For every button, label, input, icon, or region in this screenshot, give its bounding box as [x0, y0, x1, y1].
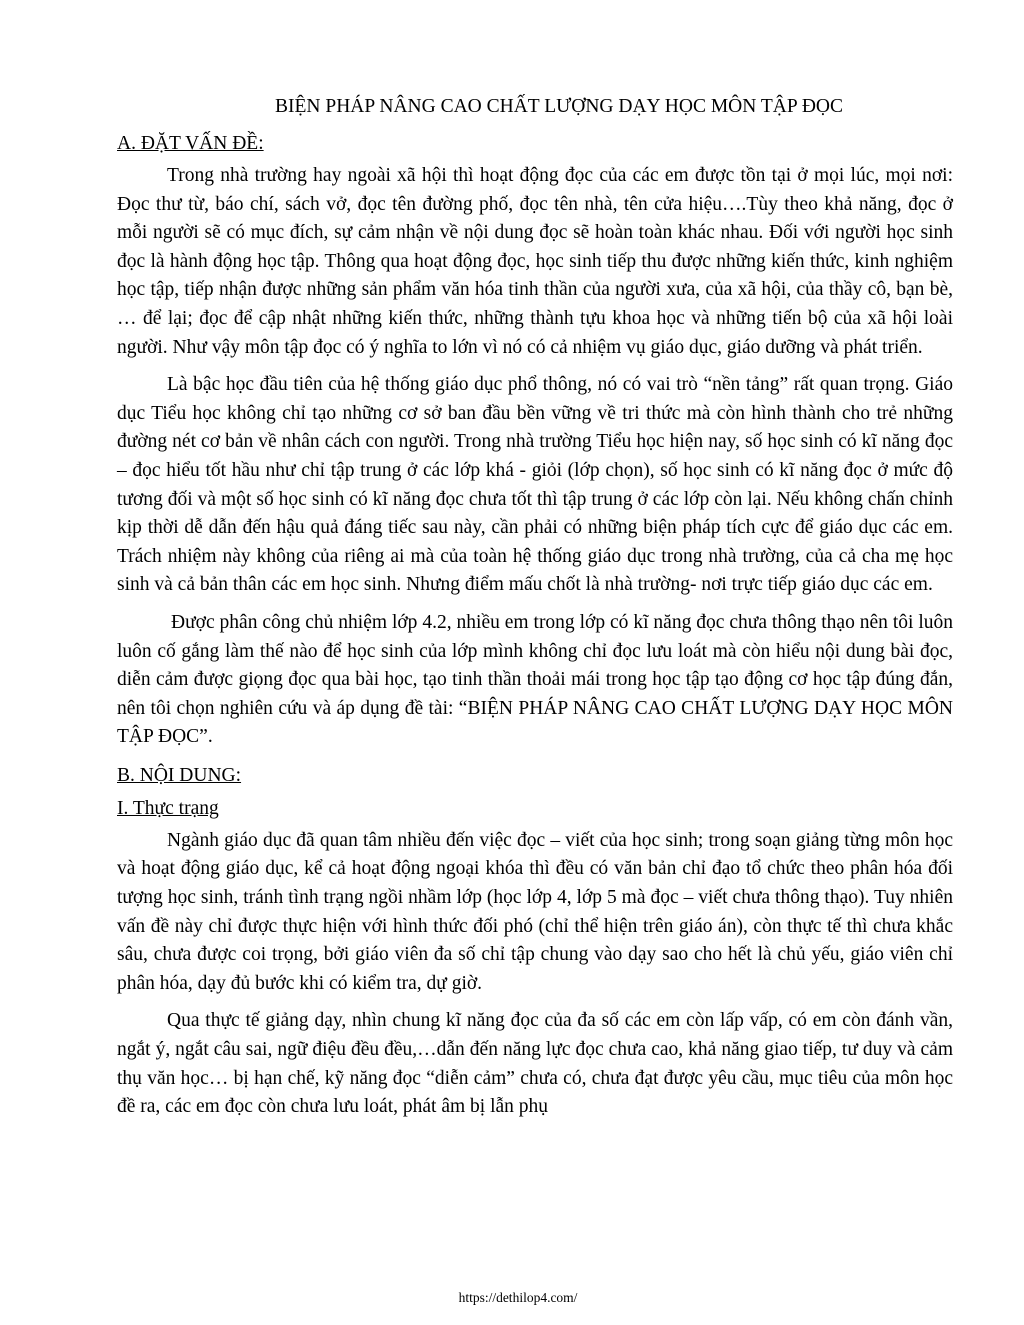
footer-url[interactable]: https://dethilop4.com/ — [458, 1290, 578, 1305]
paragraph: Ngành giáo dục đã quan tâm nhiều đến việc đọc – viết của học sinh; trong soạn giảng từng môn học và hoạt động giáo dục, kể cả hoạt động ngoại khóa thì đều có văn bản chỉ đạo tổ chức theo phân hóa đối tượng học sinh, tránh tình trạng ngồi nhầm lớp (học lớp 4, lớp 5 mà đọc – viết chưa thông thạo). Tuy nhiên vấn đề này chỉ được thực hiện với hình thức đối phó (chỉ thể hiện trên giáo án), còn thực tế thì chưa khắc sâu, chưa được coi trọng, bởi giáo viên đa số chỉ tập chung vào dạy sao cho hết là chủ yếu, giáo viên chỉ phân hóa, dạy đủ bước khi có kiểm tra, dự giờ. — [117, 829, 953, 994]
section-a-heading: A. ĐẶT VẤN ĐỀ: — [117, 133, 264, 154]
paragraph: Trong nhà trường hay ngoài xã hội thì hoạt động đọc của các em được tồn tại ở mọi lúc, mọi nơi: Đọc thư từ, báo chí, sách vở, đọc tên đường phố, đọc tên nhà, tên cửa hiệu….Tùy theo khả năng, đọc ở mỗi người sẽ có mục đích, sự cảm nhận về nội dung đọc sẽ hoàn toàn khác nhau. Đối với người học sinh đọc là hành động học tập. Thông qua hoạt động đọc, học sinh tiếp thu được những kiến thức, kinh nghiệm học tập, tiếp nhận được những sản phẩm văn hóa tinh thần của người xưa, của xã hội, của thầy cô, bạn bè, … để lại; đọc để cập nhật những kiến thức, những thành tựu khoa học và những tiến bộ của xã hội loài người. Như vậy môn tập đọc có ý nghĩa to lớn vì nó có cả nhiệm vụ giáo dục, giáo dưỡng và phát triển. — [117, 165, 953, 358]
section-b-heading: B. NỘI DUNG: — [117, 764, 242, 786]
paragraph: Qua thực tế giảng dạy, nhìn chung kĩ năng đọc của đa số các em còn lấp vấp, có em còn đánh vần, ngắt ý, ngắt câu sai, ngữ điệu đều đều,…dẫn đến năng lực đọc chưa cao, khả năng giao tiếp, tư duy và cảm thụ văn học… bị hạn chế, kỹ năng đọc “diễn cảm” chưa có, chưa đạt được yêu cầu, mục tiêu của môn học đề ra, các em đọc còn chưa lưu loát, phát âm bị lẫn phụ — [117, 1010, 953, 1118]
paragraph: Là bậc học đầu tiên của hệ thống giáo dục phổ thông, nó có vai trò “nền tảng” rất quan trọng. Giáo dục Tiểu học không chỉ tạo những cơ sở ban đầu bền vững về tri thức mà còn hình thành cho trẻ những đường nét cơ bản về nhân cách con người. Trong nhà trường Tiểu học hiện nay, số học sinh có kĩ năng đọc – đọc hiểu tốt hầu như chỉ tập trung ở các lớp khá - giỏi (lớp chọn), số học sinh có kĩ năng đọc ở mức độ tương đối và một số học sinh có kĩ năng đọc chưa tốt thì tập trung ở các lớp còn lại. Nếu không chấn chỉnh kịp thời dễ dẫn đến hậu quả đáng tiếc sau này, cần phải có những biện pháp tích cực để giáo dục các em. Trách nhiệm này không của riêng ai mà của toàn hệ thống giáo dục trong nhà trường, của cả cha mẹ học sinh và cả bản thân các em học sinh. Nhưng điểm mấu chốt là nhà trường- nơi trực tiếp giáo dục các em. — [117, 374, 953, 596]
document-title: BIỆN PHÁP NÂNG CAO CHẤT LƯỢNG DẠY HỌC MÔN TẬP ĐỌC — [274, 96, 844, 117]
section-b-subheading: I. Thực trạng — [117, 797, 219, 819]
paragraph: Được phân công chủ nhiệm lớp 4.2, nhiều em trong lớp có kĩ năng đọc chưa thông thạo nên tôi luôn luôn cố gắng làm thế nào để học sinh của lớp mình không chỉ đọc lưu loát mà còn hiểu nội dung bài đọc, diễn cảm được giọng đọc qua bài học, tạo tinh thần thoải mái trong học tập tạo động cơ học tập đúng đắn, nên tôi chọn nghiên cứu và áp dụng đề tài: “BIỆN PHÁP NÂNG CAO CHẤT LƯỢNG DẠY HỌC MÔN TẬP ĐỌC”. — [117, 611, 953, 748]
document-page — [117, 93, 953, 1131]
